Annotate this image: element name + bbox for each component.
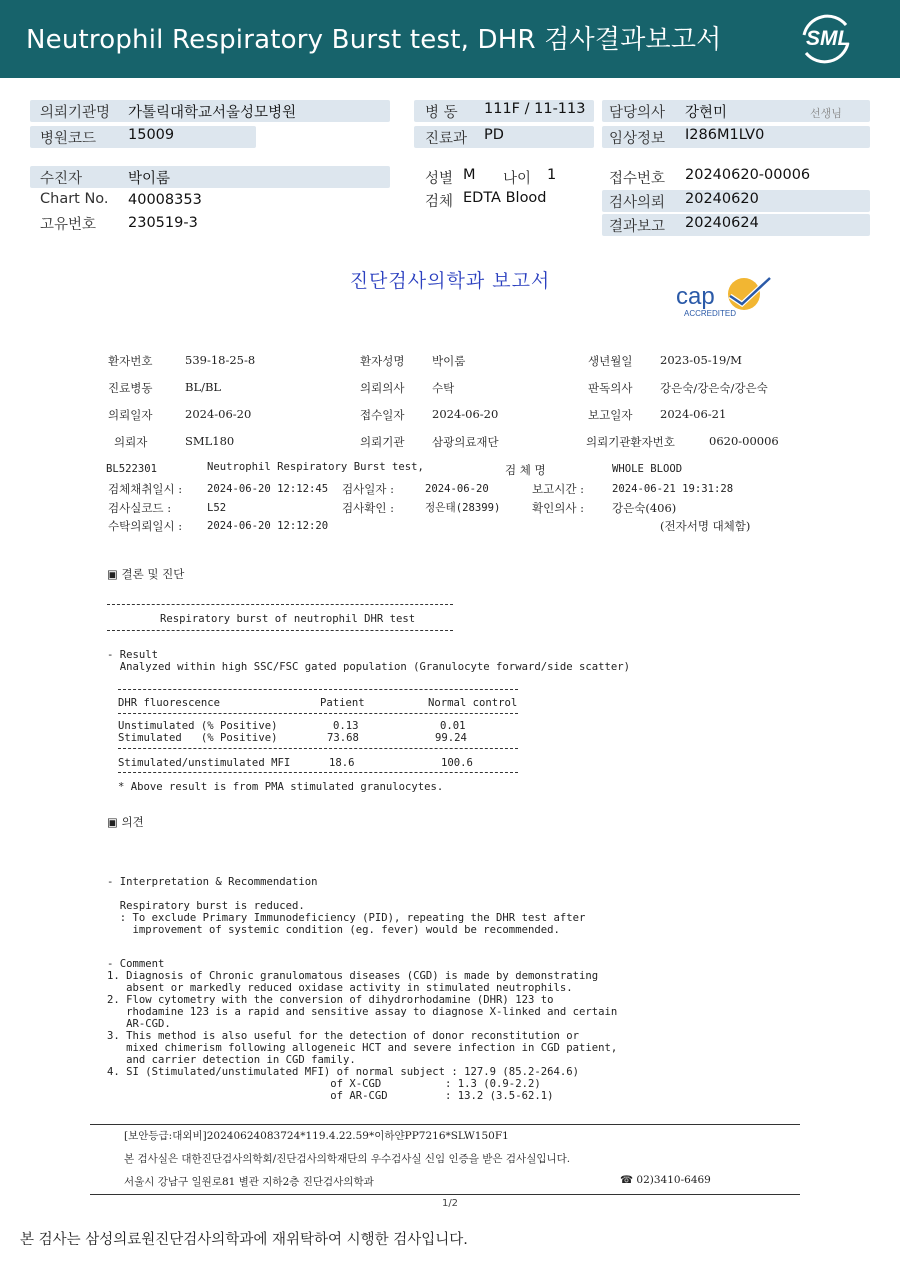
comment-text: - Comment 1. Diagnosis of Chronic granulomatous diseases (CGD) is made by demonstrating absent or markedly reduced oxidase activity in stimulated neutrophils. 2. Flow cytometry with the conversion of dihydrorhodamine (DHR) 123 to rhodamine 123 is a rapid and sensitive assay to diagnose X-linked and certain AR-CGD. 3. This method is also useful for the detection of donor reconstitution or mixed chimerism following allogeneic HCT and severe infection in CGD patient, and carrier detection in CGD family. 4. SI (Stimulated/unstimulated MFI) of normal subject : 127.9 (85.2-264.6) of X-CGD : 1.3 (0.9-2.2) of AR-CGD : 13.2 (3.5-62.1) <box>107 958 618 1102</box>
clinical-value: I286M1LV0 <box>685 127 765 143</box>
table-mfi-label: Stimulated/unstimulated MFI <box>118 757 291 769</box>
row4-label3: 의뢰기관환자번호 <box>586 435 675 449</box>
row2-label2: 의뢰의사 <box>360 381 405 395</box>
chart-value: 40008353 <box>128 192 202 208</box>
certification-line: 본 검사실은 대한진단검사의학회/진단검사의학재단의 우수검사실 신임 인증을 받은 검사실입니다. <box>124 1153 571 1165</box>
report-time-value: 2024-06-21 19:31:28 <box>612 483 734 495</box>
address-line: 서울시 강남구 일원로81 별관 지하2층 진단검사의학과 <box>124 1176 374 1188</box>
row4-label1: 의뢰자 <box>114 435 148 449</box>
table-note: * Above result is from PMA stimulated granulocytes. <box>118 781 444 793</box>
report-heading: 진단검사의학과 보고서 <box>349 270 551 292</box>
test-req-label: 검사의뢰 <box>609 195 666 211</box>
row3-label3: 보고일자 <box>588 408 633 422</box>
cap-accredited-logo <box>672 274 782 324</box>
table-header-test: DHR fluorescence <box>118 697 221 709</box>
row4-value3: 0620-00006 <box>709 434 779 448</box>
row1-value3: 2023-05-19/M <box>660 353 742 367</box>
table-mfi-patient: 18.6 <box>329 757 355 769</box>
section-opinion-heading: ▣ 의견 <box>107 815 144 829</box>
exam-date-value: 2024-06-20 <box>425 483 489 495</box>
sex-label: 성별 <box>425 171 454 187</box>
receipt-label: 접수번호 <box>609 171 666 187</box>
specimen-value: EDTA Blood <box>463 190 547 206</box>
specimen-name-value: WHOLE BLOOD <box>612 463 683 475</box>
row1-value2: 박이룸 <box>432 354 466 368</box>
unique-label: 고유번호 <box>40 217 97 233</box>
sml-logo <box>796 13 856 65</box>
section-result-heading: ▣ 결론 및 진단 <box>107 567 185 581</box>
test-name: Neutrophil Respiratory Burst test, <box>207 461 424 473</box>
row2-label3: 판독의사 <box>588 381 633 395</box>
dept-label: 진료과 <box>425 131 468 147</box>
commission-label: 수탁의뢰일시 : <box>108 519 183 533</box>
row2-value3: 강은숙/강은숙/강은숙 <box>660 381 768 395</box>
ward-value: 111F / 11-113 <box>484 101 586 117</box>
patient-value: 박이룸 <box>128 171 171 187</box>
specimen-name-label: 검 체 명 <box>505 463 546 477</box>
interpretation-text: - Interpretation & Recommendation Respiratory burst is reduced. : To exclude Primary Immunodeficiency (PID), repeating the DHR test after improvement of systemic condition (eg. fever) would be recommended. <box>107 876 586 936</box>
row3-label2: 접수일자 <box>360 408 405 422</box>
exam-date-label: 검사일자 : <box>342 482 394 496</box>
divider <box>107 630 453 631</box>
confirm-doc-label: 확인의사 : <box>532 501 584 515</box>
table-header-patient: Patient <box>320 697 365 709</box>
test-req-value: 20240620 <box>685 191 759 207</box>
bottom-note: 본 검사는 삼성의료원진단검사의학과에 재위탁하여 시행한 검사입니다. <box>20 1232 468 1248</box>
phone-line: ☎ 02)3410-6469 <box>620 1174 711 1186</box>
confirm-doc-value: 강은숙(406) <box>612 501 677 515</box>
report-header <box>0 0 900 78</box>
security-line: [보안등급:대외비]20240624083724*119.4.22.59*이하얀PP7216*SLW150F1 <box>124 1130 509 1142</box>
receipt-value: 20240620-00006 <box>685 167 811 183</box>
clinical-label: 임상정보 <box>609 131 666 147</box>
table-row-label: Stimulated (% Positive) <box>118 732 278 744</box>
result-title: Respiratory burst of neutrophil DHR test <box>160 613 416 625</box>
doctor-value: 강현미 <box>685 105 728 121</box>
row4-value2: 삼광의료재단 <box>432 435 499 449</box>
page-number: 1/2 <box>441 1198 459 1209</box>
logo-text: SML <box>806 27 851 50</box>
confirm-label: 검사확인 : <box>342 501 394 515</box>
req-institution-value: 가톨릭대학교서울성모병원 <box>128 105 297 121</box>
age-value: 1 <box>547 167 557 183</box>
divider <box>118 713 518 714</box>
confirm-value: 정은태(28399) <box>425 502 501 514</box>
table-row-normal: 0.01 <box>440 720 466 732</box>
test-code: BL522301 <box>106 463 158 475</box>
hospital-code-value: 15009 <box>128 127 175 143</box>
row3-value1: 2024-06-20 <box>185 407 252 421</box>
row3-value3: 2024-06-21 <box>660 407 727 421</box>
ward-label: 병 동 <box>425 105 458 121</box>
hospital-code-label: 병원코드 <box>40 131 97 147</box>
svg-text:ACCREDITED: ACCREDITED <box>684 309 737 318</box>
collect-label: 검체채취일시 : <box>108 482 183 496</box>
svg-text:cap: cap <box>676 283 715 310</box>
age-label: 나이 <box>503 171 532 187</box>
divider <box>118 689 518 690</box>
info-bar <box>30 166 390 188</box>
table-mfi-normal: 100.6 <box>441 757 473 769</box>
row4-label2: 의뢰기관 <box>360 435 405 449</box>
table-row-normal: 99.24 <box>435 732 467 744</box>
row3-value2: 2024-06-20 <box>432 407 499 421</box>
specimen-label: 검체 <box>425 194 454 210</box>
dept-value: PD <box>484 127 504 143</box>
row3-label1: 의뢰일자 <box>108 408 153 422</box>
row1-label1: 환자번호 <box>108 354 153 368</box>
doctor-suffix: 선생님 <box>810 107 842 120</box>
chart-label: Chart No. <box>40 191 109 207</box>
result-head: - Result <box>107 649 159 661</box>
table-row-label: Unstimulated (% Positive) <box>118 720 278 732</box>
result-desc: Analyzed within high SSC/FSC gated population (Granulocyte forward/side scatter) <box>107 661 630 673</box>
sex-value: M <box>463 167 476 183</box>
collect-value: 2024-06-20 12:12:45 <box>207 483 329 495</box>
footer-divider <box>90 1124 800 1125</box>
report-title: Neutrophil Respiratory Burst test, DHR 검사결과보고서 <box>26 25 722 55</box>
room-code-value: L52 <box>207 502 227 514</box>
table-row-patient: 0.13 <box>333 720 359 732</box>
room-code-label: 검사실코드 : <box>108 501 172 515</box>
row1-label2: 환자성명 <box>360 354 405 368</box>
divider <box>118 772 518 773</box>
report-time-label: 보고시간 : <box>532 482 584 496</box>
esign-note: (전자서명 대체함) <box>660 519 751 533</box>
row2-value2: 수탁 <box>432 381 455 395</box>
row2-value1: BL/BL <box>185 380 222 394</box>
unique-value: 230519-3 <box>128 215 198 231</box>
row4-value1: SML180 <box>185 434 235 448</box>
divider <box>118 748 518 749</box>
divider <box>107 604 453 605</box>
row1-label3: 생년월일 <box>588 354 633 368</box>
req-institution-label: 의뢰기관명 <box>40 105 111 121</box>
table-header-normal: Normal control <box>428 697 518 709</box>
patient-label: 수진자 <box>40 171 83 187</box>
result-value: 20240624 <box>685 215 759 231</box>
doctor-label: 담당의사 <box>609 105 666 121</box>
table-row-patient: 73.68 <box>327 732 359 744</box>
commission-value: 2024-06-20 12:12:20 <box>207 520 329 532</box>
row2-label1: 진료병동 <box>108 381 153 395</box>
footer-divider <box>90 1194 800 1195</box>
result-label: 결과보고 <box>609 219 666 235</box>
row1-value1: 539-18-25-8 <box>185 353 256 367</box>
